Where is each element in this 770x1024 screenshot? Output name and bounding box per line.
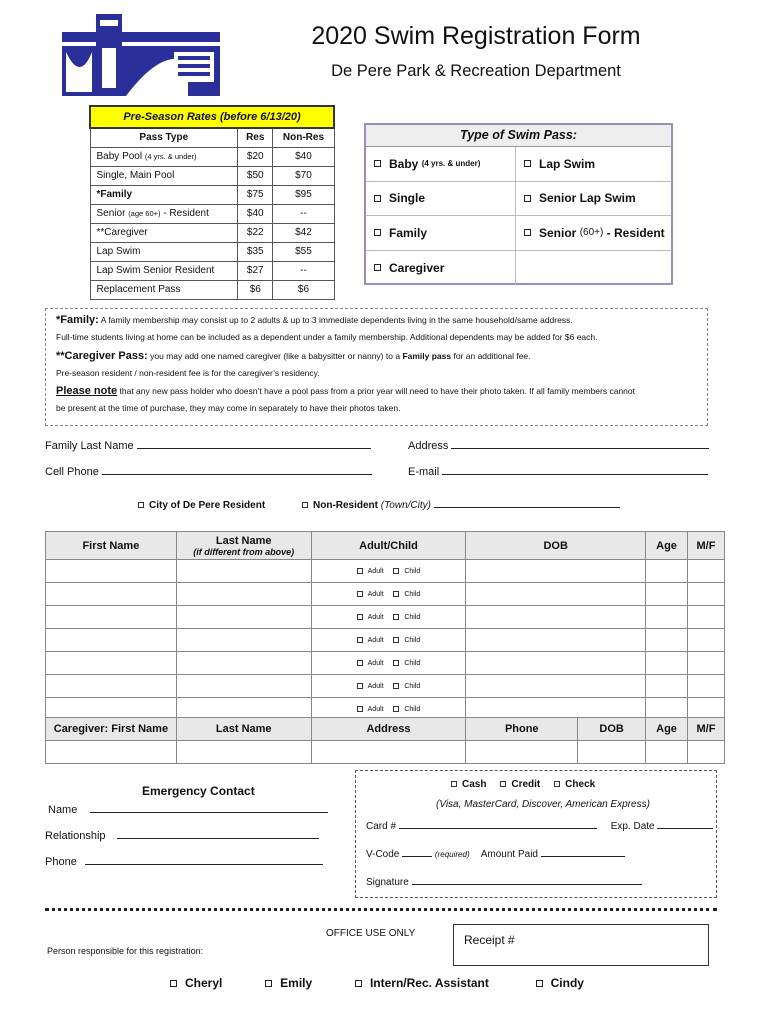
pass-lap-option[interactable]: Lap Swim	[516, 147, 671, 182]
member-row[interactable]: Adult Child	[46, 606, 725, 629]
pass-type-box	[364, 123, 673, 285]
rate-row: Lap Swim $35 $55	[90, 242, 334, 261]
emergency-relationship-field[interactable]: Relationship	[45, 830, 345, 842]
member-row[interactable]: Adult Child	[46, 675, 725, 698]
email-field[interactable]: E-mail	[408, 466, 708, 478]
checkbox-icon[interactable]	[355, 980, 362, 987]
checkbox-icon[interactable]	[524, 229, 531, 236]
checkbox-icon[interactable]	[500, 781, 506, 787]
checkbox-icon[interactable]	[393, 568, 399, 574]
responsible-label: Person responsible for this registration:	[47, 946, 204, 956]
checkbox-icon[interactable]	[357, 568, 363, 574]
col-caregiver-dob: DOB	[578, 718, 646, 741]
family-last-name-field[interactable]: Family Last Name	[45, 440, 371, 452]
card-types: (Visa, MasterCard, Discover, American Express)	[436, 799, 650, 810]
card-number-row: Card # Exp. Date	[366, 821, 716, 832]
col-caregiver-age: Age	[646, 718, 688, 741]
checkbox-icon[interactable]	[357, 637, 363, 643]
caregiver-row[interactable]	[46, 741, 725, 764]
page-title: 2020 Swim Registration Form	[311, 22, 641, 50]
col-caregiver-phone: Phone	[466, 718, 578, 741]
checkbox-icon[interactable]	[393, 660, 399, 666]
checkbox-icon[interactable]	[302, 502, 308, 508]
checkbox-icon[interactable]	[357, 614, 363, 620]
col-mf: M/F	[688, 532, 725, 560]
vcode-input[interactable]	[402, 856, 432, 857]
staff-option[interactable]: Cheryl	[170, 976, 222, 990]
receipt-box[interactable]: Receipt #	[453, 924, 709, 966]
staff-option[interactable]: Intern/Rec. Assistant	[355, 976, 489, 990]
pass-empty-cell	[516, 251, 671, 286]
address-input[interactable]	[451, 448, 709, 449]
col-dob: DOB	[466, 532, 646, 560]
checkbox-icon[interactable]	[357, 660, 363, 666]
checkbox-icon[interactable]	[536, 980, 543, 987]
checkbox-icon[interactable]	[374, 229, 381, 236]
rates-table	[89, 105, 335, 300]
col-caregiver-mf: M/F	[688, 718, 725, 741]
checkbox-icon[interactable]	[554, 781, 560, 787]
town-city-input[interactable]	[434, 507, 620, 508]
signature-input[interactable]	[412, 884, 642, 885]
member-row[interactable]: Adult Child	[46, 629, 725, 652]
rate-row: **Caregiver $22 $42	[90, 223, 334, 242]
checkbox-icon[interactable]	[393, 683, 399, 689]
col-caregiver-first-name: Caregiver: First Name	[46, 718, 177, 741]
checkbox-icon[interactable]	[524, 195, 531, 202]
cash-option[interactable]: Cash	[451, 779, 486, 790]
checkbox-icon[interactable]	[170, 980, 177, 987]
pass-baby-option[interactable]: Baby (4 yrs. & under)	[366, 147, 516, 182]
signature-row: Signature	[366, 877, 716, 888]
rate-row: Single, Main Pool $50 $70	[90, 166, 334, 185]
pass-single-option[interactable]: Single	[366, 182, 516, 217]
emergency-name-field[interactable]: Name	[48, 804, 345, 816]
checkbox-icon[interactable]	[138, 502, 144, 508]
col-res: Res	[238, 128, 273, 147]
office-use-label: OFFICE USE ONLY	[326, 928, 416, 939]
member-row[interactable]: Adult Child	[46, 652, 725, 675]
checkbox-icon[interactable]	[265, 980, 272, 987]
rate-row: Baby Pool (4 yrs. & under) $20 $40	[90, 147, 334, 166]
checkbox-icon[interactable]	[357, 591, 363, 597]
city-resident-option[interactable]: City of De Pere Resident	[138, 500, 265, 511]
rate-row: Senior (age 60+) - Resident $40 --	[90, 204, 334, 223]
family-last-name-input[interactable]	[137, 448, 371, 449]
checkbox-icon[interactable]	[374, 195, 381, 202]
col-nonres: Non-Res	[273, 128, 334, 147]
col-first-name: First Name	[46, 532, 177, 560]
email-input[interactable]	[442, 474, 708, 475]
checkbox-icon[interactable]	[357, 683, 363, 689]
staff-options	[170, 976, 690, 990]
cell-phone-input[interactable]	[102, 474, 372, 475]
member-row[interactable]: Adult Child	[46, 583, 725, 606]
rates-heading: Pre-Season Rates (before 6/13/20)	[90, 106, 334, 128]
rate-row: *Family $75 $95	[90, 185, 334, 204]
col-adult-child: Adult/Child	[311, 532, 466, 560]
page-subtitle: De Pere Park & Recreation Department	[331, 62, 621, 80]
card-number-input[interactable]	[399, 828, 597, 829]
pass-family-option[interactable]: Family	[366, 216, 516, 251]
staff-option[interactable]: Cindy	[536, 976, 584, 990]
checkbox-icon[interactable]	[357, 706, 363, 712]
pass-senior-lap-option[interactable]: Senior Lap Swim	[516, 182, 671, 217]
members-table	[45, 531, 725, 721]
check-option[interactable]: Check	[554, 779, 595, 790]
col-pass-type: Pass Type	[90, 128, 238, 147]
col-age: Age	[646, 532, 688, 560]
payment-methods	[451, 779, 716, 790]
cell-phone-field[interactable]: Cell Phone	[45, 466, 372, 478]
col-last-name: Last Name (if different from above)	[176, 532, 311, 560]
payment-box	[355, 770, 717, 898]
rate-row: Lap Swim Senior Resident $27 --	[90, 261, 334, 280]
amount-paid-input[interactable]	[541, 856, 625, 857]
bridge-logo	[62, 12, 220, 98]
non-resident-option[interactable]: Non-Resident (Town/City)	[302, 500, 620, 511]
rate-row: Replacement Pass $6 $6	[90, 280, 334, 299]
checkbox-icon[interactable]	[393, 591, 399, 597]
emergency-contact	[45, 770, 345, 868]
exp-date-input[interactable]	[657, 828, 713, 829]
emergency-heading: Emergency Contact	[142, 784, 255, 798]
caregiver-table	[45, 717, 725, 764]
col-caregiver-last-name: Last Name	[176, 718, 311, 741]
address-field[interactable]: Address	[408, 440, 709, 452]
member-row[interactable]: Adult Child	[46, 560, 725, 583]
checkbox-icon[interactable]	[524, 160, 531, 167]
vcode-row: V-Code (required) Amount Paid	[366, 849, 716, 860]
staff-option[interactable]: Emily	[265, 976, 312, 990]
checkbox-icon[interactable]	[393, 614, 399, 620]
col-caregiver-address: Address	[311, 718, 466, 741]
pass-caregiver-option[interactable]: Caregiver	[366, 251, 516, 286]
pass-type-heading: Type of Swim Pass:	[366, 125, 671, 147]
checkbox-icon[interactable]	[451, 781, 457, 787]
emergency-phone-field[interactable]: Phone	[45, 856, 345, 868]
checkbox-icon[interactable]	[393, 637, 399, 643]
pass-senior-option[interactable]: Senior (60+) - Resident	[516, 216, 671, 251]
credit-option[interactable]: Credit	[500, 779, 540, 790]
member-row[interactable]: Adult Child	[46, 698, 725, 721]
checkbox-icon[interactable]	[374, 160, 381, 167]
notes-box: *Family: A family membership may consist up to 2 adults & up to 3 immediate dependents living in the same household/same address. Full-time students living at home can be included as a dependent under a family membership. Additional dependents may be added for $6 each. **Caregiver Pass: you may add one named caregiver (like a babysitter or nanny) to a Family pass for an additional fee. Pre-season resident / non-resident fee is for the caregiver’s residency. Please note that any new pass holder who doesn’t have a pool pass from a prior year will need to have their photo taken. If all family members cannot be present at the time of purchase, they may come in separately to have their photos taken.	[45, 308, 708, 426]
divider	[45, 908, 717, 911]
checkbox-icon[interactable]	[374, 264, 381, 271]
checkbox-icon[interactable]	[393, 706, 399, 712]
